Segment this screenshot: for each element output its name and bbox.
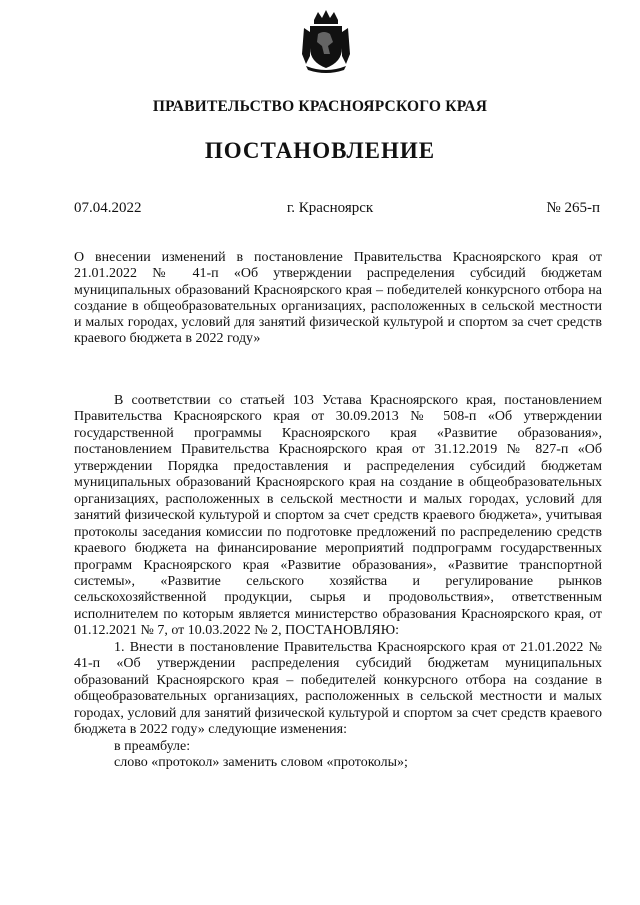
document-date: 07.04.2022 <box>74 200 142 216</box>
document-type-title: ПОСТАНОВЛЕНИЕ <box>204 138 436 163</box>
item-1-subtext: слово «протокол» заменить словом «протоколы»; <box>114 754 408 770</box>
preamble-paragraph: В соответствии со статьей 103 Устава Красноярского края, постановлением Правительства Красноярского края от 30.09.2013 № 508-п «Об утверждении государственной программы Красноярского края «Развитие образования», постановлением Правительства Красноярского края от 31.12.2019 № 827-п «Об утверждении Порядка предоставления и распределения субсидий бюджетам муниципальных образований Красноярского края на создание в общеобразовательных организациях, расположенных в сельской местности и малых городах, условий для занятий физической культурой и спортом за счет средств краевого бюджета», учитывая протоколы заседания комиссии по подготовке предложений по распределению средств краевого бюджета на финансирование мероприятий подпрограмм государственных программ Красноярского края «Развитие образования», «Развитие транспортной системы», «Развитие сельского хозяйства и регулирование рынков сельскохозяйственной продукции, сырья и продовольствия», ответственным исполнителем по которым является министерство образования Красноярского края, от 01.12.2021 № 7, от 10.03.2022 № 2, ПОСТАНОВЛЯЮ: <box>74 393 602 639</box>
government-title: ПРАВИТЕЛЬСТВО КРАСНОЯРСКОГО КРАЯ <box>152 98 488 115</box>
document-body <box>74 393 602 771</box>
document-city: г. Красноярск <box>286 200 374 216</box>
coat-of-arms-emblem <box>300 8 352 74</box>
document-subject: О внесении изменений в постановление Правительства Красноярского края от 21.01.2022 № 41-п «Об утверждении распределения субсидий бюджетам муниципальных образований Красноярского края – победителей конкурсного отбора на создание в общеобразовательных организациях, расположенных в сельской местности и малых городах, условий для занятий физической культурой и спортом за счет средств краевого бюджета в 2022 году» <box>74 250 602 347</box>
item-1-paragraph: 1. Внести в постановление Правительства Красноярского края от 21.01.2022 № 41-п «Об утверждении распределения субсидий бюджетам муниципальных образований Красноярского края – победителей конкурсного отбора на создание в общеобразовательных организациях, расположенных в сельской местности и малых городах, условий для занятий физической культурой и спортом за счет средств краевого бюджета в 2022 году» следующие изменения: <box>74 639 602 738</box>
document-number: № 265-п <box>546 200 600 216</box>
item-1-subheading: в преамбуле: <box>114 738 191 754</box>
